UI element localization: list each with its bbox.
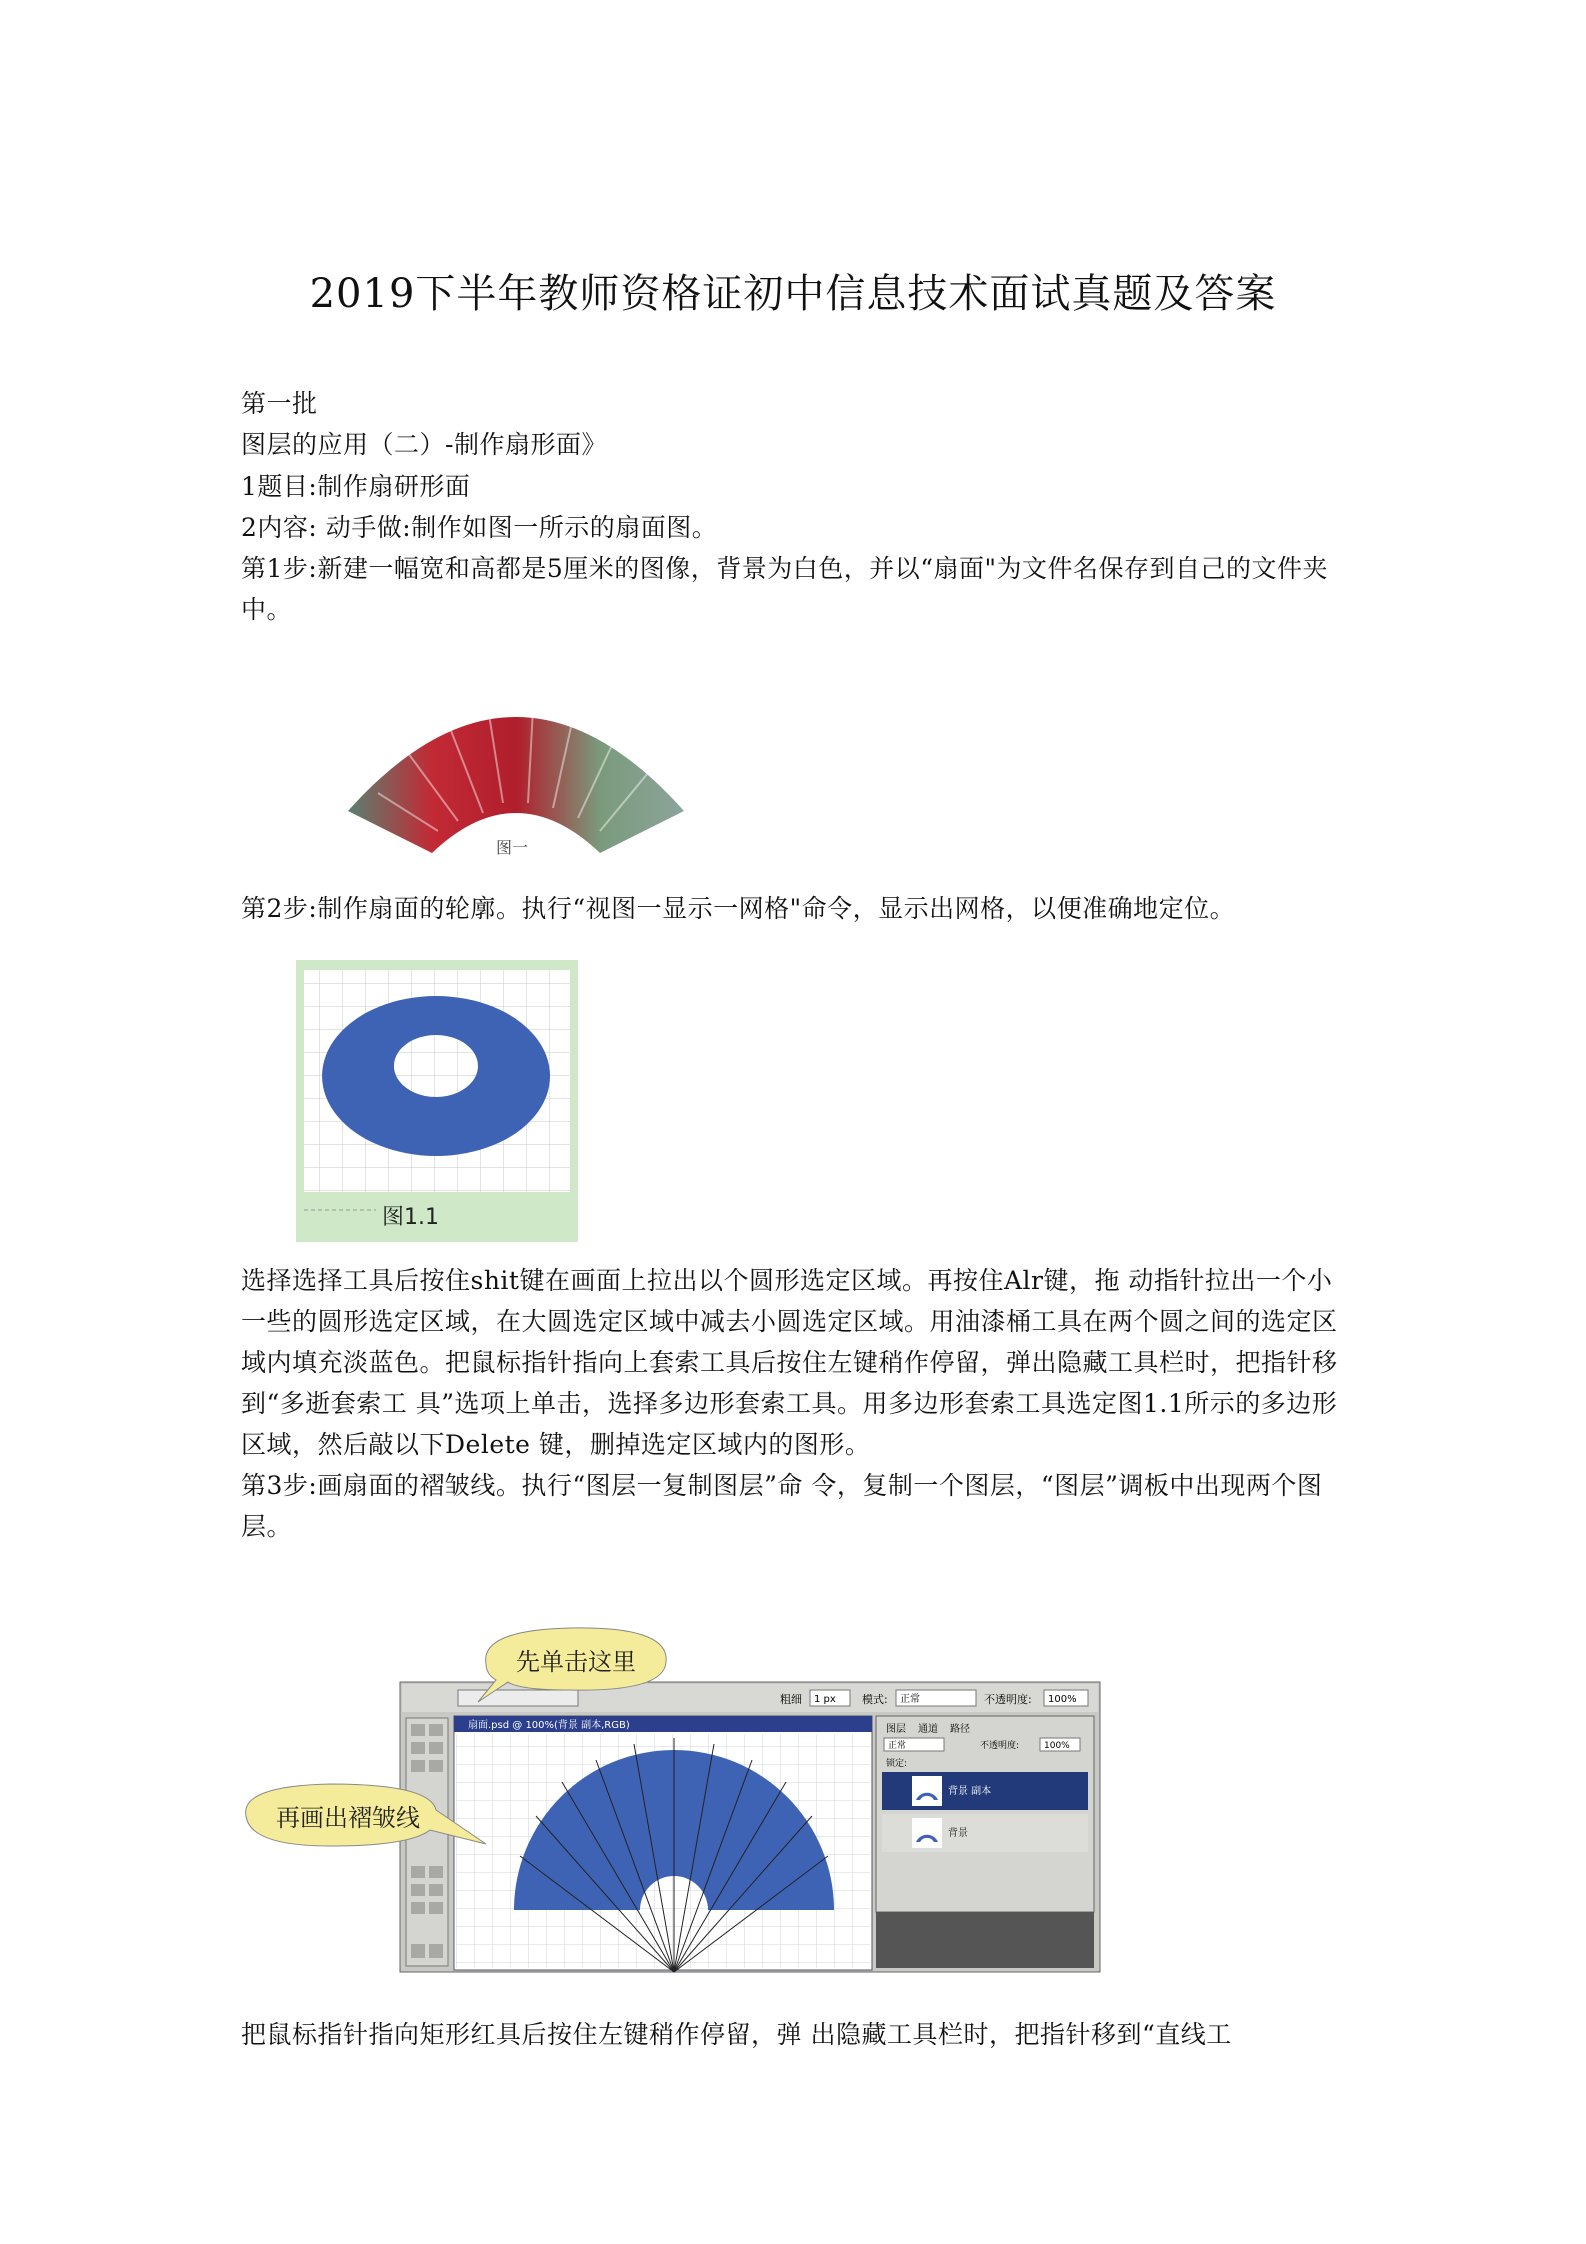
layer-mode: 正常 <box>888 1741 907 1751</box>
step3-paragraph: 第3步:画扇面的褶皱线。执行“图层一复制图层”命 令，复制一个图层，“图层”调板中出现两个图层。 <box>241 1471 1323 1541</box>
fig1-caption: 图一 <box>496 838 529 857</box>
opt-label-1: 粗细 <box>780 1693 802 1706</box>
intro-line: 图层的应用（二）-制作扇形面》 <box>241 430 607 459</box>
opt-value-1: 1 px <box>814 1694 836 1705</box>
window-title: 扇面.psd @ 100%(背景 副本,RGB) <box>468 1720 630 1731</box>
photoshop-graphic <box>240 1620 1120 1980</box>
fig2-caption: 图1.1 <box>382 1205 439 1230</box>
opt-value-3: 100% <box>1048 1694 1077 1705</box>
figure-photoshop-screenshot <box>240 1620 1120 1980</box>
intro-line: 第一批 <box>241 389 318 418</box>
opt-label-3: 不透明度: <box>984 1693 1032 1706</box>
layer-name-background: 背景 <box>948 1828 968 1839</box>
layer-name-copy: 背景 副本 <box>948 1786 992 1797</box>
last-line: 把鼠标指针指向矩形红具后按住左键稍作停留，弹 出隐藏工具栏时，把指针移到“直线工 <box>241 2020 1232 2049</box>
document-title: 2019下半年教师资格证初中信息技术面试真题及答案 <box>309 271 1277 317</box>
paths-tab: 路径 <box>950 1724 970 1735</box>
callout-left: 再画出褶皱线 <box>276 1804 420 1832</box>
opt-value-2: 正常 <box>900 1694 920 1705</box>
intro-line: 1题目:制作扇研形面 <box>241 472 471 501</box>
figure-ring-grid <box>296 960 578 1242</box>
step1-paragraph: 第1步:新建一幅宽和高都是5厘米的图像，背景为白色，并以“扇面"为文件名保存到自己的文件夹中。 <box>241 554 1329 624</box>
callout-top: 先单击这里 <box>516 1648 636 1676</box>
selection-paragraph: 选择选择工具后按住shit键在画面上拉出以个圆形选定区域。再按住Alr键，拖 动指针拉出一个小一些的圆形选定区域，在大圆选定区域中减去小圆选定区域。用油漆桶工具在两个圆之间的选定区域内填充淡蓝色。把鼠标指针指向上套索工具后按住左键稍作停留，弹出隐藏工具栏时，把指针移到“多逝套索工 具”选项上单击，选择多边形套索工具。用多边形套索工具选定图1.1所示的多边形区域，然后敲以下Delete 键，删掉选定区域内的图形。 <box>241 1266 1338 1459</box>
opt-label-2: 模式: <box>862 1693 888 1706</box>
layer-opacity: 100% <box>1044 1741 1070 1751</box>
lock-label: 锁定: <box>886 1759 908 1769</box>
layers-tab: 图层 <box>886 1724 906 1735</box>
layer-opacity-label: 不透明度: <box>980 1741 1020 1751</box>
intro-line: 2内容: 动手做:制作如图一所示的扇面图。 <box>241 513 718 542</box>
channels-tab: 通道 <box>918 1724 938 1735</box>
fan-photo-graphic <box>338 653 694 865</box>
step2-paragraph: 第2步:制作扇面的轮廓。执行“视图一显示一网格"命令，显示出网格，以便准确地定位。 <box>241 894 1236 923</box>
ring-grid-graphic <box>296 960 578 1242</box>
figure-fan-photo <box>338 653 694 865</box>
